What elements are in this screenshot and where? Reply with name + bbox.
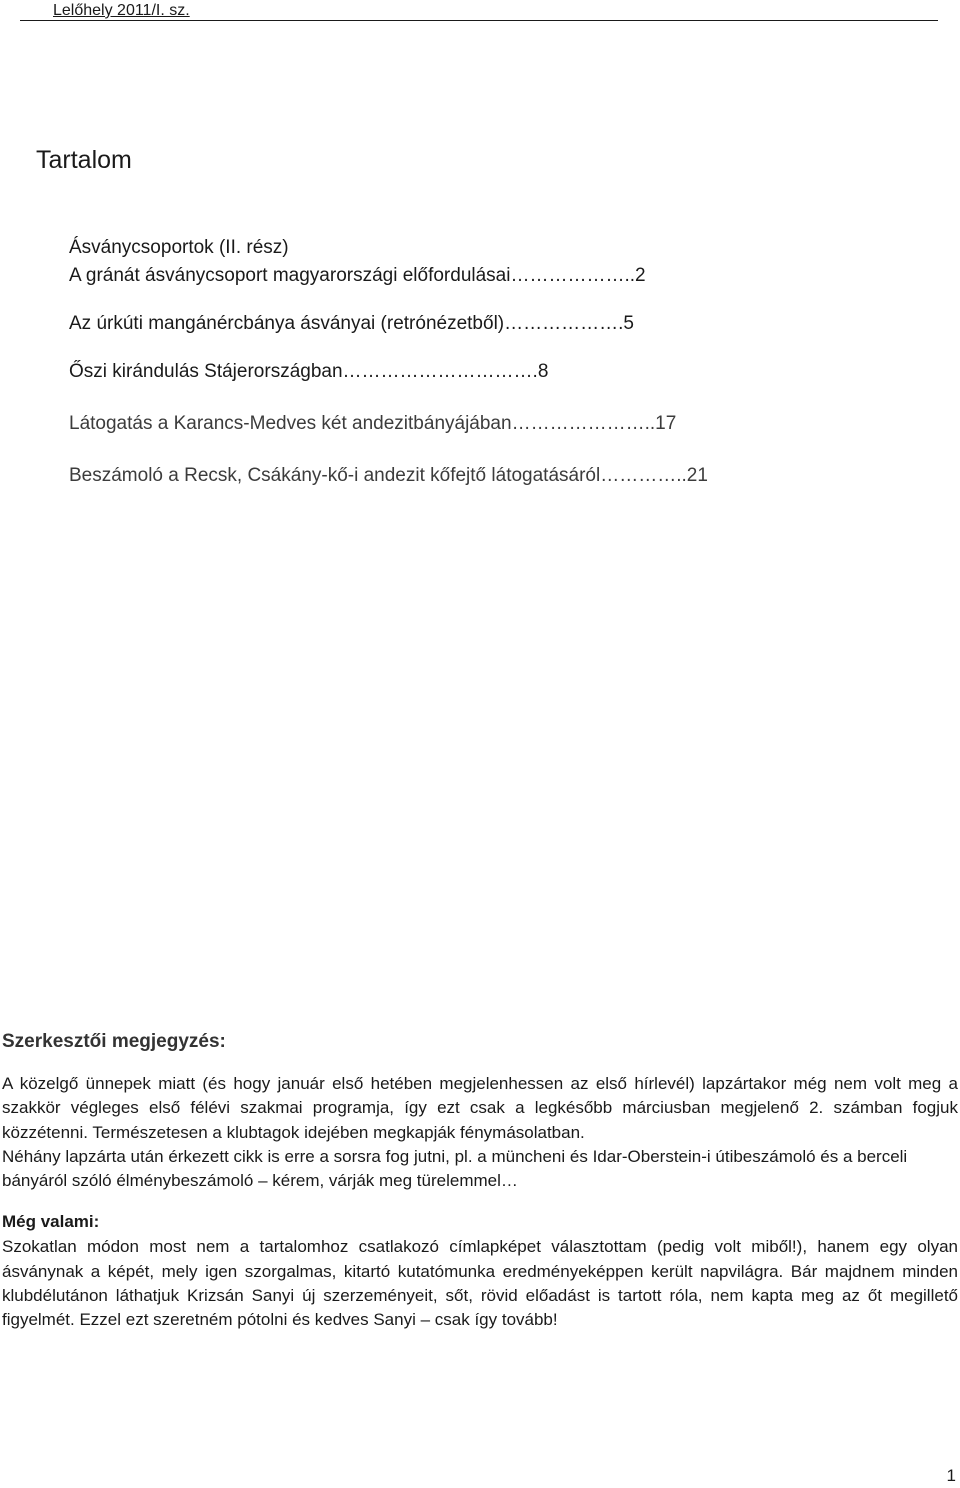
toc-entry-title: Látogatás a Karancs-Medves két andezitbányájában	[69, 413, 512, 434]
toc-entry-page: 21	[686, 465, 708, 486]
toc-section-heading: Ásványcsoportok (II. rész)	[69, 237, 289, 258]
editor-notes-paragraph: Néhány lapzárta után érkezett cikk is erre a sorsra fog jutni, pl. a müncheni és Idar-Oberstein-i útibeszámoló és a berceli bányáról szóló élménybeszámoló – kérem, várják meg türelemmel…	[2, 1146, 908, 1191]
toc-entry	[69, 312, 949, 336]
toc-entry-page: 17	[655, 413, 677, 434]
toc-entry	[69, 360, 949, 384]
toc-entry-title: A gránát ásványcsoport magyarországi előfordulásai	[69, 265, 511, 286]
toc-entry	[69, 264, 949, 288]
page-number: 1	[946, 1466, 956, 1485]
editor-notes-paragraph: Szokatlan módon most nem a tartalomhoz csatlakozó címlapképet választottam (pedig volt miből!), hanem egy olyan ásványnak a képét, mely igen szorgalmas, kitartó kutatómunka eredményeképpen került napvilágra. Bár majdnem minden klubdélutánon láthatjuk Krizsán Sanyi új szerzeményeit, sőt, rövid előadást is tartott róla, nem kapta meg az őt megillető figyelmét. Ezzel ezt szeretném pótolni és kedves Sanyi – csak így tovább!	[2, 1237, 958, 1330]
editor-notes-subheading: Még valami:	[2, 1212, 100, 1232]
toc-entry	[69, 412, 949, 436]
running-header	[20, 2, 938, 21]
page-title: Tartalom	[36, 146, 132, 174]
toc-entry-page: 5	[623, 313, 634, 334]
editor-notes	[2, 1029, 958, 1333]
toc-entry-title: Az úrkúti mangánércbánya ásványai (retrónézetből)	[69, 313, 505, 334]
toc-entry	[69, 464, 949, 488]
toc-entry-title: Őszi kirándulás Stájerországban	[69, 361, 343, 382]
toc-entry-leader: ………………..	[510, 265, 636, 286]
toc-entry-leader: ……………….	[504, 313, 624, 334]
editor-notes-heading: Szerkesztői megjegyzés:	[2, 1031, 226, 1052]
editor-notes-paragraph: A közelgő ünnepek miatt (és hogy január első hetében megjelenhessen az első hírlevél) lapzártakor még nem volt meg a szakkör végleges első félévi szakmai programja, így ezt csak a legkésőbb márciusban megjelenő 2. számban fogjuk közzétenni. Természetesen a klubtagok idejében megkapják fénymásolatban.	[2, 1074, 958, 1142]
table-of-contents	[69, 236, 949, 488]
toc-entry-leader: …………..	[600, 465, 687, 486]
toc-entry-title: Beszámoló a Recsk, Csákány-kő-i andezit kőfejtő látogatásáról	[69, 465, 601, 486]
toc-entry-leader: …………………..	[511, 413, 656, 434]
toc-entry-page: 8	[537, 361, 549, 382]
toc-entry-leader: ………………………….	[342, 361, 538, 382]
toc-entry-page: 2	[635, 265, 646, 286]
header-text: Lelőhely 2011/I. sz.	[53, 2, 190, 19]
